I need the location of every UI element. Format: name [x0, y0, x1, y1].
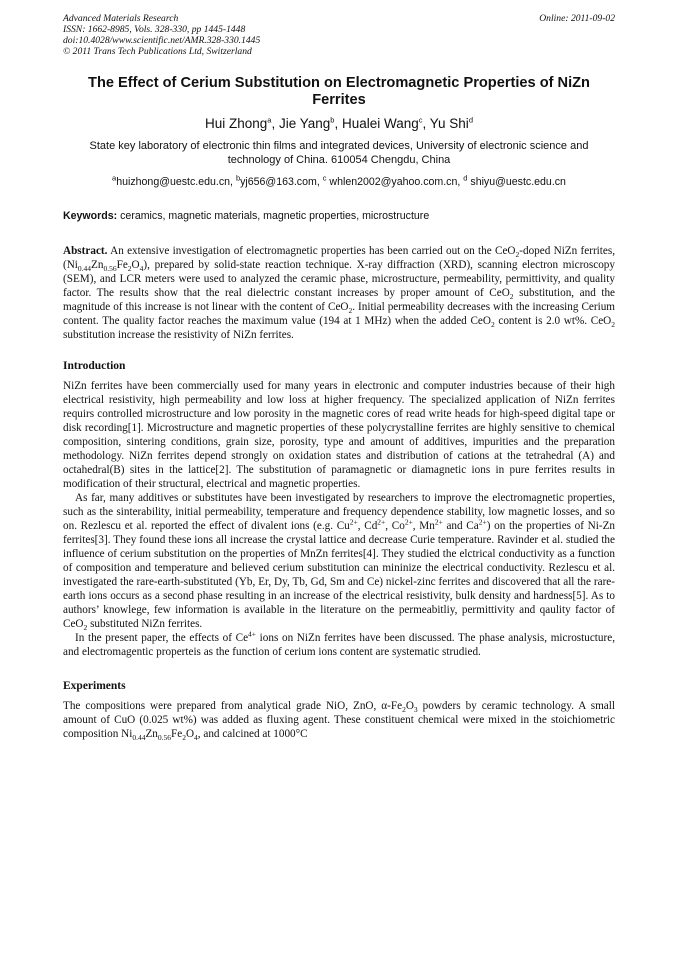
email-mark: a	[112, 173, 117, 183]
paragraph-text: , Cd	[357, 520, 378, 532]
superscript: 4+	[248, 629, 257, 639]
subscript: 0.44	[132, 733, 146, 743]
abstract-label: Abstract.	[63, 245, 108, 257]
abstract-text: Zn	[91, 259, 104, 271]
superscript: 2+	[377, 517, 386, 527]
abstract-text: . Initial permeability decreases with the increasing Cerium content. The quality factor reaches the maximum value (194 at 1 MHz) when the added CeO	[63, 301, 615, 327]
email-mark: d	[463, 173, 468, 183]
paper-title: The Effect of Cerium Substitution on Electromagnetic Properties of NiZn Ferrites	[88, 75, 590, 108]
subscript: 2	[402, 705, 406, 715]
paragraph-text: ) on the properties of Ni-Zn ferrites[3]. They found these ions all increase the crystal lattice and decrease Curie temperature. Ravinder et al. studied the influence of cerium substitution on the properties of MnZn ferrites[4]. They studied the elctrical conductivity as a function of composition and temperature and believed cerium substitution can mininize the electrical conductivity. Rezlescu et al. investigated the rare-earth-substituted (Yb, Er, Dy, Tb, Gd, Sm and Ce) nickel-zinc ferrites and discovered that all the rare-earth ions occurs as a second phase resulting in an increase of the electrical resistivity, bulk density and hardness[5]. As to authors’ knowlege, few information is available in the literature on the permeabitliy, permittivity and qaulity factor of CeO	[63, 520, 616, 630]
doi-line: doi:10.4028/www.scientific.net/AMR.328-330.1445	[63, 35, 261, 46]
author-mark: d	[468, 115, 473, 125]
abstract-text: O	[131, 259, 140, 271]
author-name: Hui Zhong	[205, 116, 268, 131]
abstract-text: content is 2.0 wt%. CeO	[494, 315, 612, 327]
subscript: 4	[194, 733, 198, 743]
author-name: Jie Yang	[278, 116, 331, 131]
author-list: Hui Zhong$^a$, Jie Yang$^b$, Hualei Wang$^c$, Yu Shi$^d$	[205, 115, 473, 131]
paragraph-text: , and calcined at 1000°C	[197, 728, 308, 740]
subscript: 2	[127, 264, 132, 274]
subscript: 2	[182, 733, 186, 743]
keywords-text: ceramics, magnetic materials, magnetic properties, microstructure	[120, 210, 430, 222]
subscript: 2	[83, 623, 88, 633]
intro-paragraph-1: NiZn ferrites have been commercially used for many years in electronic and computer industries because of their high electrical resistivity, high permeability and low loss at higher frequency. The specialized application of NiZn ferrites requirs controlled microstructure and low porosity in the magnetic cores of read write heads for high-speed digital tape or disk recording[1]. Microstructure and magnetic properties of these polycrystalline ferrites are highly sensitive to chemical composition, sintering conditions, grain size, porosity, type and amount of additives, impurities and the preparation methodology. NiZn ferrites depend strongly on oxidation states and distribution of cations at the tetrahedral (A) and octahedral(B) sites in the lattice[2]. The substitution of paramagnetic or diamagnetic ions in pure ferrites results in modification of their structural, electrical and magnetic properties.	[63, 380, 615, 490]
subscript: 3	[413, 705, 418, 715]
paragraph-text: , Co	[385, 520, 405, 532]
abstract-text: An extensive investigation of electromagnetic properties has been carried out on the CeO	[110, 245, 516, 257]
keywords	[63, 210, 615, 223]
paragraph-text: ions on NiZn ferrites have been discussed. The phase analysis, microstucture, and electromagentic properteis as the function of cerium ions content are systematic strudied.	[63, 632, 615, 658]
experiments-paragraph	[63, 699, 615, 741]
email-mark: b	[235, 173, 241, 183]
paragraph-text: and Ca	[442, 520, 479, 532]
paragraph-text: powders by ceramic technology. A small amount of CuO (0.025 wt%) was added as fluxing agent. These constituent chemical were mixed in the stoichiometric composition Ni	[63, 700, 615, 740]
intro-paragraph-3	[63, 631, 615, 659]
subscript: 2	[490, 320, 495, 330]
paragraph-text: O	[405, 700, 414, 712]
subscript: 2	[611, 320, 615, 330]
email-address[interactable]: shiyu@uestc.edu.cn	[470, 176, 566, 188]
author-name: Yu Shi	[429, 116, 469, 131]
author-name: Hualei Wang	[341, 116, 419, 131]
subscript: 0.56	[157, 733, 171, 743]
abstract-text: -doped NiZn ferrites, (Ni	[63, 245, 615, 271]
email-address[interactable]: yj656@163.com	[240, 176, 317, 188]
subscript: 0.56	[103, 264, 117, 274]
subscript: 2	[515, 250, 520, 260]
paragraph-text: substituted NiZn ferrites.	[87, 618, 203, 630]
paragraph-text: O	[185, 728, 195, 740]
paragraph-text: The compositions were prepared from analytical grade NiO, ZnO, α-Fe	[63, 700, 403, 712]
abstract-text: substitution increase the resistivity of NiZn ferrites.	[63, 329, 294, 341]
subscript: 2	[509, 292, 514, 302]
issn-line: ISSN: 1662-8985, Vols. 328-330, pp 1445-1448	[63, 24, 246, 35]
paper-page	[63, 13, 615, 741]
email-list: $^a$huizhong@uestc.edu.cn, $^b$yj656@163.com, $^c$ whlen2002@yahoo.com.cn, $^d$ shiyu@uestc.edu.cn	[112, 173, 566, 188]
superscript: 2+	[349, 517, 358, 527]
author-mark: c	[418, 115, 423, 125]
subscript: 0.44	[77, 264, 92, 274]
online-date: Online: 2011-09-02	[539, 13, 615, 24]
email-address[interactable]: whlen2002@yahoo.com.cn	[329, 176, 458, 188]
abstract-text: Fe	[116, 259, 128, 271]
intro-paragraph-2	[63, 491, 615, 631]
author-mark: a	[267, 115, 272, 125]
paragraph-text: Zn	[145, 728, 158, 740]
superscript: 2+	[404, 517, 413, 527]
paragraph-text: As far, many additives or substitutes have been investigated by researchers to improve the electromagnetic properties, such as the sinterability, initial permeability, temperature and frequency dependence stability, low magnetic losses, and so on. Rezlescu et al. reported the effect of divalent ions (e.g. Cu	[63, 492, 615, 532]
paragraph-text: , Mn	[412, 520, 435, 532]
author-mark: b	[330, 115, 335, 125]
section-heading-introduction: Introduction	[63, 360, 126, 372]
journal-name: Advanced Materials Research	[63, 13, 179, 24]
copyright-line: © 2011 Trans Tech Publications Ltd, Switzerland	[63, 46, 252, 57]
subscript: 4	[139, 264, 144, 274]
email-mark: c	[322, 173, 327, 183]
superscript: 2+	[478, 517, 487, 527]
journal-header	[63, 13, 615, 57]
abstract-text: ), prepared by solid-state reaction technique. X-ray diffraction (XRD), scanning electron microscopy (SEM), and LCR meters were used to analyzed the ceramic phase, microstructure, permeability, permittivity, and quality factor. The results show that the real dielectric constant increases by proper amount of CeO	[63, 259, 615, 299]
keywords-label: Keywords:	[63, 210, 118, 222]
superscript: 2+	[434, 517, 443, 527]
paragraph-text: Fe	[171, 728, 183, 740]
section-heading-experiments: Experiments	[63, 680, 126, 692]
abstract	[63, 244, 615, 342]
affiliation: State key laboratory of electronic thin films and integrated devices, University of electronic science and technology of China. 610054 Chengdu, China	[89, 140, 589, 166]
subscript: 2	[348, 306, 353, 316]
abstract-text: substitution, and the magnitude of this increase is not linear with the content of CeO	[63, 287, 615, 313]
paragraph-text: In the present paper, the effects of Ce	[75, 632, 249, 644]
email-address[interactable]: huizhong@uestc.edu.cn	[116, 176, 231, 188]
